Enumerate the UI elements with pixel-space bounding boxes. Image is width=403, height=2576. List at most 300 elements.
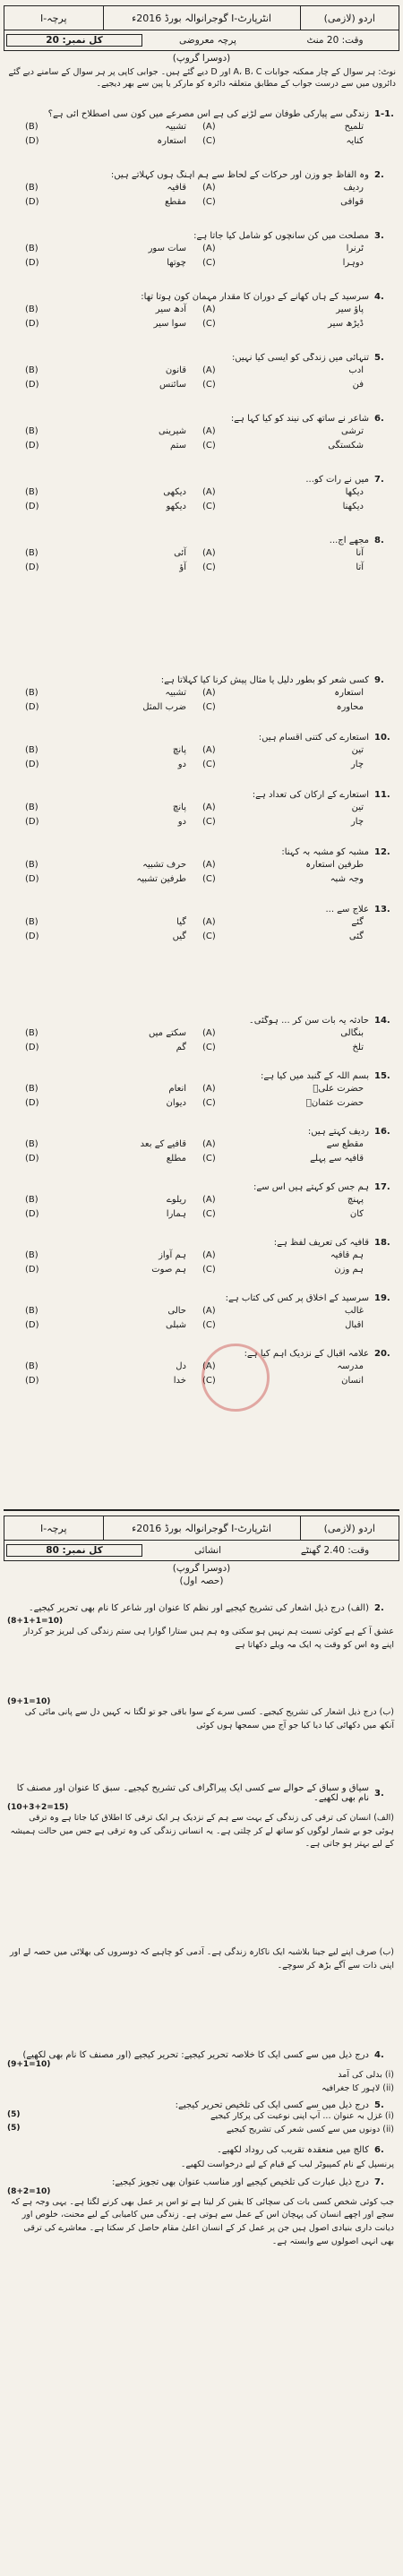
- question-text: تنہائی میں زندگی کو ایسی کیا نہیں:: [231, 352, 369, 363]
- option-letter: (A): [202, 548, 216, 558]
- question-number: 8.: [374, 535, 384, 545]
- q3b-paragraph: (ب) صرف اپنے لیے جینا بلاشبہ ایک ناکارہ زندگی ہے۔ آدمی کو چاہیے کہ دوسروں کی بھلائی میں حصہ لے اور اپنی ذات سے آگے بڑھ کر سوچے۔: [10, 1947, 394, 1971]
- answer-option: [202, 1195, 364, 1209]
- answer-option: [202, 1028, 364, 1043]
- question-text: استعارے کی کتنی اقسام ہیں:: [258, 732, 369, 743]
- q2-marks: (8+1+1=10): [7, 1617, 64, 1626]
- option-letter: (B): [25, 688, 39, 698]
- question-number: 9.: [374, 674, 384, 685]
- question-number: 15.: [374, 1070, 390, 1081]
- option-text: آدھ سیر: [155, 305, 186, 314]
- option-text: سات سور: [148, 244, 186, 253]
- option-text: ڈیڑھ سیر: [328, 319, 364, 329]
- option-letter: (C): [202, 702, 216, 712]
- option-letter: (C): [202, 1043, 216, 1052]
- question-item: [0, 349, 403, 394]
- answer-option: [202, 1098, 364, 1112]
- option-text: انعام: [168, 1084, 186, 1094]
- question-number: 13.: [374, 904, 390, 914]
- option-text: تلمیح: [344, 122, 364, 132]
- question-text: ردیف کہتے ہیں:: [307, 1126, 369, 1137]
- answer-option: [25, 860, 186, 874]
- question-number: 16.: [374, 1126, 390, 1137]
- option-letter: (C): [202, 562, 216, 572]
- option-text: دیوان: [166, 1098, 186, 1108]
- option-letter: (D): [25, 502, 39, 511]
- option-letter: (D): [25, 380, 39, 390]
- option-letter: (B): [25, 917, 39, 927]
- option-text: استعارہ: [334, 688, 364, 698]
- option-letter: (B): [25, 183, 39, 193]
- option-letter: (C): [202, 319, 216, 329]
- answer-option: [25, 1154, 186, 1168]
- option-letter: (A): [202, 1139, 216, 1149]
- q4-item-1: (i) بدلی کی آمد: [338, 2070, 394, 2080]
- option-text: طرفین تشبیہ: [136, 874, 186, 884]
- answer-option: [202, 1265, 364, 1279]
- option-text: دیکھی: [163, 487, 186, 497]
- answer-option: [25, 702, 186, 717]
- option-text: تین: [351, 803, 364, 812]
- option-letter: (B): [25, 244, 39, 253]
- answer-option: [25, 817, 186, 831]
- option-letter: (D): [25, 1098, 39, 1108]
- option-text: گم: [176, 1043, 186, 1052]
- option-letter: (B): [25, 426, 39, 436]
- answer-option: [25, 319, 186, 333]
- option-letter: (C): [202, 1376, 216, 1386]
- q4-item-2: (ii) لاہور کا جغرافیہ: [322, 2082, 394, 2093]
- answer-option: [25, 305, 186, 319]
- option-text: ہم قافیہ: [330, 1250, 364, 1260]
- option-text: کنایہ: [346, 136, 364, 146]
- option-text: مدرسہ: [337, 1361, 364, 1371]
- option-letter: (D): [25, 441, 39, 451]
- question-item: [0, 532, 403, 577]
- option-text: گیں: [172, 932, 186, 941]
- question-item: [0, 471, 403, 516]
- option-letter: (D): [25, 136, 39, 146]
- option-text: سائنس: [159, 380, 186, 390]
- paper1-paper-label: پرچہ-I: [39, 12, 67, 24]
- q5-marks: (5): [7, 2110, 21, 2120]
- answer-option: [202, 817, 364, 831]
- question-text: میں نے رات کو...: [305, 474, 369, 485]
- option-text: طرفین استعارہ: [305, 860, 364, 870]
- answer-option: [25, 441, 186, 455]
- option-letter: (A): [202, 426, 216, 436]
- q5-item-2: (ii) دونوں میں سے کسی شعر کی تشریح کیجیے: [226, 2125, 394, 2135]
- option-letter: (C): [202, 1265, 216, 1275]
- question-item: [0, 786, 403, 831]
- answer-option: [25, 1376, 186, 1390]
- option-letter: (B): [25, 1361, 39, 1371]
- question-item: [0, 228, 403, 272]
- answer-option: [25, 1043, 186, 1057]
- option-text: ہم وزن: [334, 1265, 364, 1275]
- question-item: [0, 1290, 403, 1335]
- q3-marks: (10+3+2=15): [7, 1803, 69, 1812]
- option-text: حضرت علیؓ: [313, 1084, 364, 1094]
- answer-option: [25, 1195, 186, 1209]
- question-item: [0, 1123, 403, 1168]
- answer-option: [25, 258, 186, 272]
- answer-option: [25, 136, 186, 150]
- watermark-stamp: [202, 1344, 270, 1412]
- option-letter: (B): [25, 1250, 39, 1260]
- question-text: مجھے آج...: [329, 535, 369, 545]
- question-item: [0, 1179, 403, 1224]
- option-letter: (A): [202, 183, 216, 193]
- option-text: حرف تشبیہ: [142, 860, 186, 870]
- answer-option: [202, 803, 364, 817]
- question-text: علامہ اقبال کے نزدیک اہم کیا ہے:: [244, 1348, 369, 1359]
- q5-prompt: درج ذیل میں سے کسی ایک کی تلخیص تحریر کیجیے:: [175, 2100, 369, 2111]
- answer-option: [202, 760, 364, 774]
- option-letter: (A): [202, 917, 216, 927]
- question-item: [0, 1234, 403, 1279]
- option-letter: (B): [25, 860, 39, 870]
- answer-option: [202, 136, 364, 150]
- option-letter: (B): [25, 305, 39, 314]
- option-letter: (A): [202, 487, 216, 497]
- q4-prompt: درج ذیل میں سے کسی ایک کا خلاصہ تحریر کیجیے: تحریر کیجیے (اور مصنف کا نام بھی لکھیے): [22, 2050, 369, 2060]
- option-text: سکتے میں: [149, 1028, 186, 1038]
- q2-verses: عشق آ کے ہے کوئی نسبت ہم نہیں ہو سکتی وہ ہم ہیں ستارا گوارا ہی ستم زندگی کی لبریز جو کردار اپنے وہ اس کو وقت پہ ایک مہ ویلے دکھاتا ہے: [23, 1627, 394, 1650]
- answer-option: [25, 122, 186, 136]
- option-letter: (B): [25, 365, 39, 375]
- option-letter: (C): [202, 760, 216, 769]
- question-number: 2.: [374, 169, 384, 180]
- option-text: ہم صوت: [151, 1265, 186, 1275]
- paper2-paper-label: پرچہ-I: [39, 1522, 67, 1534]
- option-letter: (D): [25, 319, 39, 329]
- answer-option: [202, 932, 364, 946]
- q5b-marks: (5): [7, 2124, 21, 2134]
- answer-option: [202, 365, 364, 380]
- q3-prompt: سیاق و سباق کے حوالے سے کسی ایک پیراگراف کی تشریح کیجیے۔ سبق کا عنوان اور مصنف کا نام بھی لکھیے۔: [16, 1783, 369, 1803]
- option-text: ہمارا: [166, 1209, 186, 1219]
- option-letter: (B): [25, 1084, 39, 1094]
- question-item: [0, 901, 403, 946]
- question-number: 4.: [374, 291, 384, 302]
- option-letter: (B): [25, 745, 39, 755]
- option-text: قانون: [165, 365, 186, 375]
- question-number: 18.: [374, 1237, 390, 1248]
- option-letter: (D): [25, 1376, 39, 1386]
- paper2-body: [0, 1603, 403, 2340]
- question-item: [0, 672, 403, 717]
- option-text: دیکھا: [345, 487, 364, 497]
- answer-option: [202, 258, 364, 272]
- paper1-instructions: نوٹ: ہر سوال کے چار ممکنہ جوابات A، B، C اور D دیے گئے ہیں۔ جوابی کاپی پر ہر سوال کے سامنے دیے گئے دائروں میں سے درست جواب کے مطابق متعلقہ دائرہ کو مارکر یا پین سے بھر دیجیے۔: [8, 67, 396, 89]
- q7-number: 7.: [374, 2177, 384, 2187]
- option-letter: (D): [25, 1320, 39, 1330]
- answer-option: [25, 502, 186, 516]
- option-text: چار: [350, 760, 364, 769]
- option-letter: (D): [25, 1043, 39, 1052]
- answer-option: [25, 1139, 186, 1154]
- paper2-subject: اردو (لازمی): [300, 1516, 399, 1540]
- question-number: 3.: [374, 230, 384, 241]
- option-letter: (A): [202, 244, 216, 253]
- option-letter: (C): [202, 441, 216, 451]
- answer-option: [202, 702, 364, 717]
- answer-option: [25, 487, 186, 502]
- option-letter: (D): [25, 760, 39, 769]
- question-text: قافیہ کی تعریف لفظ ہے:: [273, 1237, 369, 1248]
- answer-option: [202, 1139, 364, 1154]
- answer-option: [202, 122, 364, 136]
- option-letter: (D): [25, 874, 39, 884]
- option-letter: (D): [25, 702, 39, 712]
- option-letter: (C): [202, 1154, 216, 1163]
- option-letter: (C): [202, 258, 216, 268]
- option-text: وجہ شبہ: [330, 874, 364, 884]
- option-text: تشبیہ: [165, 122, 186, 132]
- q7-marks: (8+2=10): [7, 2186, 51, 2196]
- answer-option: [25, 1028, 186, 1043]
- answer-option: [202, 244, 364, 258]
- answer-option: [25, 932, 186, 946]
- option-letter: (C): [202, 502, 216, 511]
- answer-option: [25, 760, 186, 774]
- option-text: مقطع سے: [326, 1139, 364, 1149]
- answer-option: [202, 1043, 364, 1057]
- question-number: 6.: [374, 413, 384, 424]
- answer-option: [202, 745, 364, 760]
- option-letter: (C): [202, 136, 216, 146]
- paper1-total-marks: کل نمبر: 20: [6, 34, 142, 47]
- answer-option: [25, 365, 186, 380]
- question-text: سرسید کے ہاں کھانے کے دوران کا مقدار مہمان کون ہوتا تھا:: [141, 291, 369, 302]
- paper2-time: وقت: 2.40 گھنٹے: [300, 1545, 370, 1556]
- paper1-board: انٹرپارٹ-I گوجرانوالہ بورڈ 2016ء: [103, 6, 300, 30]
- option-text: دیکھنا: [342, 502, 364, 511]
- option-text: محاورہ: [336, 702, 364, 712]
- option-letter: (A): [202, 860, 216, 870]
- paper1-questions-1-8: [0, 106, 403, 593]
- paper1-header: [0, 5, 403, 92]
- option-letter: (B): [25, 1306, 39, 1316]
- question-number: 1-1.: [374, 108, 394, 119]
- q6-prompt: کالج میں منعقدہ تقریب کی روداد لکھیے۔: [216, 2145, 369, 2156]
- answer-option: [25, 244, 186, 258]
- option-text: ادب: [348, 365, 364, 375]
- q7-passage: جب کوئی شخص کسی بات کی سچائی کا یقین کر لیتا ہے تو اس پر عمل بھی کرنے لگتا ہے۔ یہی وجہ ہے کہ سچے اور اچھے انسان کی پہچان اس کے عمل سے ہوتی ہے۔ زندگی میں کامیابی کے لیے محنت، خلوص اور دیانت داری بنیادی اصول ہیں جن پر عمل کر کے انسان اعلیٰ مقام حاصل کر سکتا ہے۔ معاشرے کی ترقی بھی انہی اصولوں سے وابستہ ہے۔: [10, 2196, 394, 2246]
- q2-number: 2.: [374, 1603, 384, 1613]
- answer-option: [25, 562, 186, 577]
- option-letter: (A): [202, 688, 216, 698]
- answer-option: [25, 183, 186, 197]
- option-letter: (A): [202, 1250, 216, 1260]
- question-item: [0, 410, 403, 455]
- answer-option: [202, 319, 364, 333]
- q2b-marks: (9+1=10): [7, 1697, 51, 1706]
- question-text: زندگی سے پیارکی طوفان سے لڑنے کی ہے اس مصرعے میں کون سی اصطلاح آئی ہے؟: [47, 108, 369, 119]
- option-text: ترشی: [340, 426, 364, 436]
- question-number: 11.: [374, 789, 390, 800]
- option-text: قافیہ: [167, 183, 186, 193]
- option-letter: (B): [25, 122, 39, 132]
- answer-option: [202, 688, 364, 702]
- answer-option: [25, 426, 186, 441]
- q4-marks: (9+1=10): [7, 2060, 51, 2069]
- question-number: 10.: [374, 732, 390, 743]
- question-text: علاج سے ...: [325, 904, 369, 914]
- option-text: چوتھا: [167, 258, 186, 268]
- section-divider: [4, 1509, 399, 1511]
- paper2-total-marks: کل نمبر: 80: [6, 1544, 142, 1557]
- option-text: آتا: [356, 562, 364, 572]
- answer-option: [202, 1250, 364, 1265]
- answer-option: [202, 1320, 364, 1335]
- option-text: پانچ: [172, 745, 186, 755]
- answer-option: [25, 1306, 186, 1320]
- question-text: شاعر نے ساتھ کی نیند کو کیا کہا ہے:: [230, 413, 369, 424]
- paper1-type: پرچہ معروضی: [179, 35, 236, 46]
- question-text: بسم اللہ کے گنبد میں کیا ہے:: [261, 1070, 369, 1081]
- q5-item-1: (i) غزل بہ عنوان ... آپ اپنی نوعیت کی پرکار کیجیے: [210, 2111, 394, 2122]
- option-text: ستم: [169, 441, 186, 451]
- paper2-header: [0, 1516, 403, 1588]
- option-text: آئی: [174, 548, 186, 558]
- paper1-questions-14-20: [0, 1012, 403, 1401]
- answer-option: [202, 874, 364, 889]
- option-letter: (C): [202, 932, 216, 941]
- question-item: [0, 1068, 403, 1112]
- option-text: قافیہ سے پہلے: [310, 1154, 364, 1163]
- option-text: ہم آواز: [159, 1250, 186, 1260]
- question-item: [0, 106, 403, 150]
- answer-option: [25, 1265, 186, 1279]
- answer-option: [202, 1084, 364, 1098]
- question-item: [0, 729, 403, 774]
- answer-option: [202, 441, 364, 455]
- option-letter: (C): [202, 1209, 216, 1219]
- question-text: مصلحت میں کن سانچوں کو شامل کیا جاتا ہے:: [193, 230, 369, 241]
- answer-option: [25, 197, 186, 211]
- option-letter: (D): [25, 932, 39, 941]
- option-text: دوہرا: [342, 258, 364, 268]
- paper1-subject: اردو (لازمی): [300, 6, 399, 30]
- answer-option: [25, 874, 186, 889]
- answer-option: [25, 1250, 186, 1265]
- question-item: [0, 1012, 403, 1057]
- option-text: فن: [352, 380, 364, 390]
- answer-option: [25, 917, 186, 932]
- option-letter: (D): [25, 817, 39, 827]
- option-text: بنگالی: [340, 1028, 364, 1038]
- option-letter: (D): [25, 1265, 39, 1275]
- option-text: استعارہ: [157, 136, 186, 146]
- option-text: حضرت عثمانؓ: [305, 1098, 364, 1108]
- answer-option: [25, 1320, 186, 1335]
- option-letter: (A): [202, 122, 216, 132]
- option-text: تشبیہ: [165, 688, 186, 698]
- option-text: گئے: [351, 917, 364, 927]
- option-text: شبلی: [165, 1320, 186, 1330]
- option-text: انسان: [341, 1376, 364, 1386]
- answer-option: [202, 197, 364, 211]
- option-text: ٹرنرا: [346, 244, 364, 253]
- option-letter: (A): [202, 1361, 216, 1371]
- question-number: 12.: [374, 846, 390, 857]
- answer-option: [202, 305, 364, 319]
- option-text: کان: [349, 1209, 364, 1219]
- option-text: اقبال: [345, 1320, 364, 1330]
- answer-option: [202, 426, 364, 441]
- option-text: دو: [177, 817, 186, 827]
- paper2-board: انٹرپارٹ-I گوجرانوالہ بورڈ 2016ء: [103, 1516, 300, 1540]
- option-letter: (B): [25, 487, 39, 497]
- answer-option: [25, 1361, 186, 1376]
- answer-option: [202, 860, 364, 874]
- q2b-verses: (ب) درج ذیل اشعار کی تشریح کیجیے۔ کسی سرے کے سوا باقی جو تو لگتا نہ کہیں دل سے پانی مائی کی آنکھ میں دکھائی کیا دیا کیا جو آج میں سمجھا ہوں کوئی: [24, 1707, 394, 1730]
- option-text: شکستگی: [328, 441, 364, 451]
- option-text: ضرب المثل: [142, 702, 186, 712]
- option-letter: (B): [25, 1195, 39, 1205]
- option-text: حالی: [167, 1306, 186, 1316]
- option-text: ردیف: [343, 183, 364, 193]
- question-item: [0, 844, 403, 889]
- answer-option: [202, 917, 364, 932]
- answer-option: [25, 1084, 186, 1098]
- answer-option: [25, 745, 186, 760]
- question-number: 14.: [374, 1015, 390, 1026]
- q4-number: 4.: [374, 2050, 384, 2060]
- answer-option: [202, 487, 364, 502]
- option-text: ریلوے: [167, 1195, 186, 1205]
- option-text: غالب: [344, 1306, 364, 1316]
- option-letter: (C): [202, 380, 216, 390]
- option-text: دیکھو: [166, 502, 186, 511]
- question-text: حادثہ یہ بات سن کر ... ہوگئی۔: [248, 1015, 369, 1026]
- option-text: پاؤ سیر: [336, 305, 364, 314]
- paper1-questions-9-13: [0, 672, 403, 958]
- paper2-group-label: (دوسرا گروپ): [172, 1563, 231, 1574]
- option-letter: (D): [25, 562, 39, 572]
- option-letter: (A): [202, 305, 216, 314]
- option-text: تین: [351, 745, 364, 755]
- option-letter: (C): [202, 1098, 216, 1108]
- option-letter: (B): [25, 1139, 39, 1149]
- answer-option: [202, 562, 364, 577]
- q7-prompt: درج ذیل عبارت کی تلخیص کیجیے اور مناسب عنوان بھی تجویز کیجیے:: [111, 2177, 369, 2187]
- option-text: آؤ: [179, 562, 186, 572]
- option-letter: (A): [202, 803, 216, 812]
- answer-option: [25, 548, 186, 562]
- q6-alt-prompt: پرنسپل کے نام کمپیوٹر لیب کے قیام کے لیے درخواست لکھیے۔: [180, 2159, 394, 2169]
- option-letter: (A): [202, 745, 216, 755]
- option-text: دل: [176, 1361, 186, 1371]
- answer-option: [202, 1154, 364, 1168]
- question-number: 5.: [374, 352, 384, 363]
- question-text: استعارے کے ارکان کی تعداد ہے:: [252, 789, 369, 800]
- option-letter: (D): [25, 258, 39, 268]
- question-number: 20.: [374, 1348, 390, 1359]
- q3a-paragraph: (الف) انسان کی ترقی کی زندگی کے بہت سے ہم کے نزدیک ہر ایک ترقی کا اطلاق کیا جاتا ہے وہ ترقی ہوئی جو بے شمار لوگوں کو ساتھ لے کر چلتی ہے۔ یہ انسانی زندگی کی وہ ترقی ہے جس میں حالت ہمیشہ کے لیے بہتر ہو جاتی ہے۔: [10, 1813, 394, 1850]
- question-text: کسی شعر کو بطور دلیل یا مثال پیش کرنا کیا کہلاتا ہے:: [160, 674, 369, 685]
- question-text: وہ الفاظ جو وزن اور حرکات کے لحاظ سے ہم آہنگ ہوں کہلاتے ہیں:: [110, 169, 369, 180]
- answer-option: [25, 1098, 186, 1112]
- question-item: [0, 167, 403, 211]
- q3-number: 3.: [374, 1788, 384, 1799]
- option-text: قوافی: [340, 197, 364, 207]
- paper1-group-label: (دوسرا گروپ): [172, 53, 231, 64]
- option-text: تلخ: [352, 1043, 364, 1052]
- option-letter: (C): [202, 817, 216, 827]
